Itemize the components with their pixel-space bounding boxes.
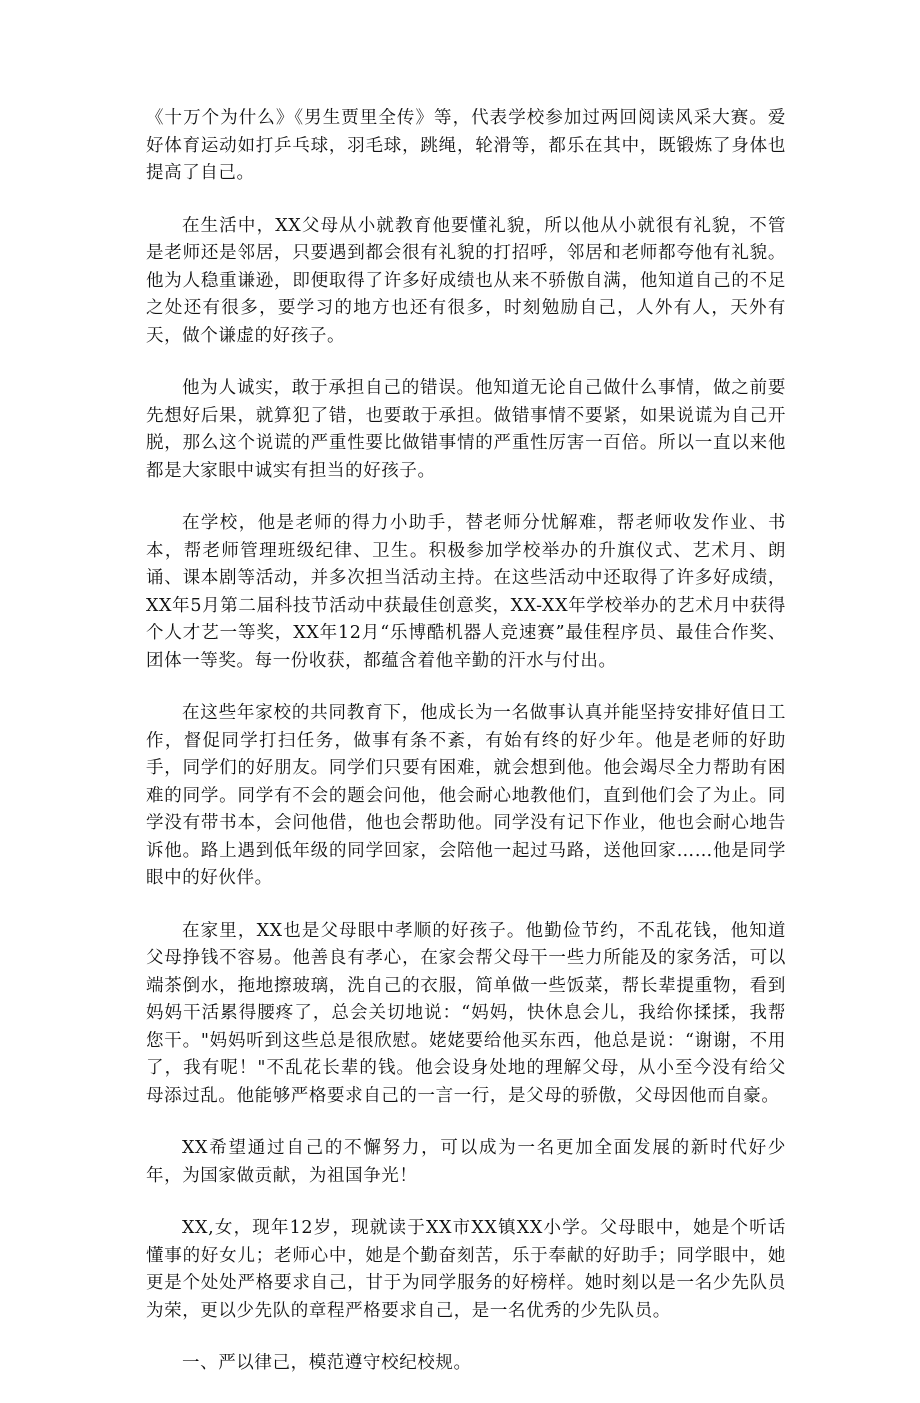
paragraph-honesty: 他为人诚实，敢于承担自己的错误。他知道无论自己做什么事情，做之前要先想好后果，就算犯了错，也要敢于承担。做错事情不要紧，如果说谎为自己开脱，那么这个说谎的严重性要比做错事情的严重性厉害一百倍。所以一直以来他都是大家眼中诚实有担当的好孩子。 xyxy=(146,378,786,481)
paragraph-second-student-intro: XX,女，现年12岁，现就读于XX市XX镇XX小学。父母眼中，她是个听话懂事的好女儿；老师心中，她是个勤奋刻苦，乐于奉献的好助手；同学眼中，她更是个处处严格要求自己，甘于为同学服务的好榜样。她时刻以是一名少先队员为荣，更以少先队的章程严格要求自己，是一名优秀的少先队员。 xyxy=(146,1218,786,1321)
paragraph-school-achievements: 在学校，他是老师的得力小助手，替老师分忧解难，帮老师收发作业、书本，帮老师管理班级纪律、卫生。积极参加学校举办的升旗仪式、艺术月、朗诵、课本剧等活动，并多次担当活动主持。在这些活动中还取得了许多好成绩，XX年5月第二届科技节活动中获最佳创意奖，XX-XX年学校举办的艺术月中获得个人才艺一等奖，XX年12月“乐博酷机器人竞速赛”最佳程序员、最佳合作奖、团体一等奖。每一份收获，都蕴含着他辛勤的汗水与付出。 xyxy=(146,513,786,671)
paragraph-politeness: 在生活中，XX父母从小就教育他要懂礼貌，所以他从小就很有礼貌，不管是老师还是邻居，只要遇到都会很有礼貌的打招呼，邻居和老师都夸他有礼貌。他为人稳重谦逊，即便取得了许多好成绩也从来不骄傲自满，他知道自己的不足之处还有很多，要学习的地方也还有很多，时刻勉励自己，人外有人，天外有天，做个谦虚的好孩子。 xyxy=(146,215,786,346)
document-body xyxy=(146,105,786,1403)
paragraph-reading-and-sports: 《十万个为什么》《男生贾里全传》等，代表学校参加过两回阅读风采大赛。爱好体育运动如打乒乓球，羽毛球，跳绳，轮滑等，都乐在其中，既锻炼了身体也提高了自己。 xyxy=(146,108,786,183)
section-heading-self-discipline: 一、严以律己，模范遵守校纪校规。 xyxy=(182,1353,472,1373)
paragraph-helping-classmates: 在这些年家校的共同教育下，他成长为一名做事认真并能坚持安排好值日工作，督促同学打扫任务，做事有条不紊，有始有终的好少年。他是老师的好助手，同学们的好朋友。同学们只要有困难，就会想到他。他会竭尽全力帮助有困难的同学。同学有不会的题会问他，他会耐心地教他们，直到他们会了为止。同学没有带书本，会问他借，他也会帮助他。同学没有记下作业，他也会耐心地告诉他。路上遇到低年级的同学回家，会陪他一起过马路，送他回家……他是同学眼中的好伙伴。 xyxy=(146,703,786,888)
paragraph-at-home: 在家里，XX也是父母眼中孝顺的好孩子。他勤俭节约，不乱花钱，他知道父母挣钱不容易。他善良有孝心，在家会帮父母干一些力所能及的家务活，可以端茶倒水，拖地擦玻璃，洗自己的衣服，简单做一些饭菜，帮长辈提重物，看到妈妈干活累得腰疼了，总会关切地说：“妈妈，快休息会儿，我给你揉揉，我帮您干。"妈妈听到这些总是很欣慰。姥姥要给他买东西，他总是说：“谢谢，不用了，我有呢！"不乱花长辈的钱。他会设身处地的理解父母，从小至今没有给父母添过乱。他能够严格要求自己的一言一行，是父母的骄傲，父母因他而自豪。 xyxy=(146,920,786,1106)
paragraph-hope: XX希望通过自己的不懈努力，可以成为一名更加全面发展的新时代好少年，为国家做贡献，为祖国争光！ xyxy=(146,1138,786,1186)
